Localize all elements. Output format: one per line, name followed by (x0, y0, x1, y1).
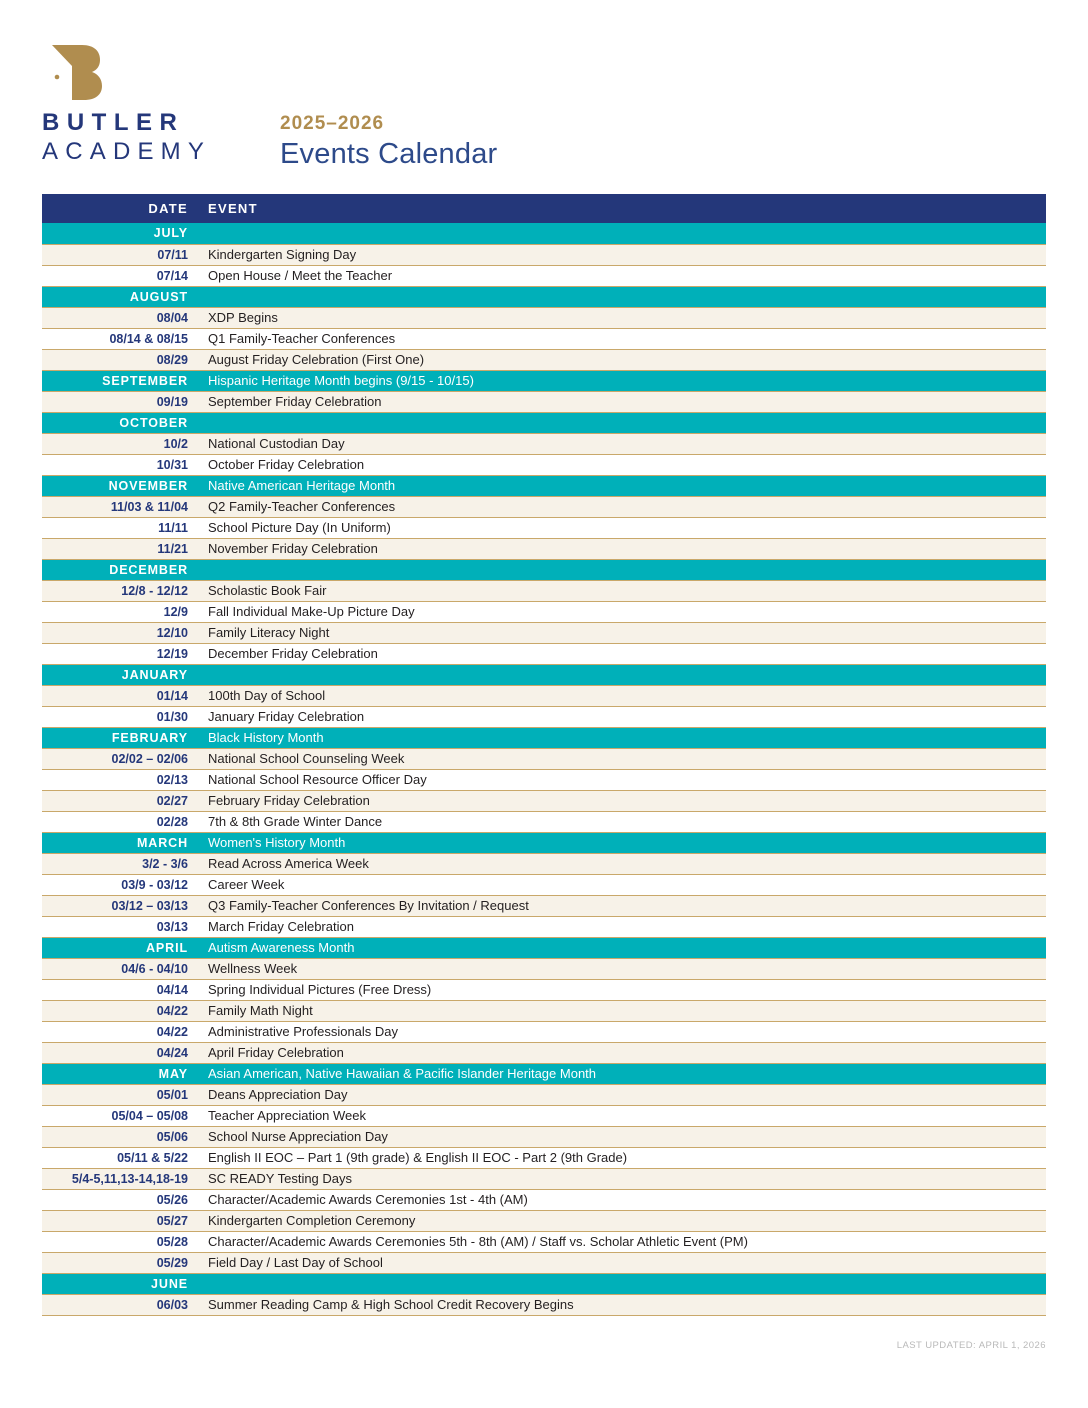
event-name: Read Across America Week (202, 853, 1046, 874)
event-name: Family Literacy Night (202, 622, 1046, 643)
event-date: 02/28 (42, 811, 202, 832)
event-date: 01/30 (42, 706, 202, 727)
table-row (42, 1189, 1046, 1210)
month-observance-note: Black History Month (202, 727, 1046, 748)
column-header-date: DATE (148, 201, 188, 216)
brand-name-line2: ACADEMY (42, 138, 212, 165)
table-row (42, 265, 1046, 286)
event-name: National School Resource Officer Day (202, 769, 1046, 790)
event-date: 11/21 (42, 538, 202, 559)
month-observance-note (202, 664, 1046, 685)
event-date: 03/9 - 03/12 (42, 874, 202, 895)
event-date: 02/13 (42, 769, 202, 790)
event-name: Character/Academic Awards Ceremonies 1st - 4th (AM) (202, 1189, 1046, 1210)
month-header-row (42, 937, 1046, 958)
month-name: DECEMBER (42, 559, 202, 580)
brand-logo (42, 36, 242, 164)
event-name: Family Math Night (202, 1000, 1046, 1021)
event-date: 11/03 & 11/04 (42, 496, 202, 517)
table-row (42, 1021, 1046, 1042)
month-name: FEBRUARY (42, 727, 202, 748)
event-name: Teacher Appreciation Week (202, 1105, 1046, 1126)
table-header-row (42, 194, 1046, 223)
table-row (42, 811, 1046, 832)
event-date: 03/12 – 03/13 (42, 895, 202, 916)
event-name: Kindergarten Completion Ceremony (202, 1210, 1046, 1231)
table-body (42, 223, 1046, 1315)
table-row (42, 748, 1046, 769)
event-name: SC READY Testing Days (202, 1168, 1046, 1189)
event-date: 02/27 (42, 790, 202, 811)
table-row (42, 1105, 1046, 1126)
event-date: 10/31 (42, 454, 202, 475)
event-name: February Friday Celebration (202, 790, 1046, 811)
table-row (42, 622, 1046, 643)
table-row (42, 1168, 1046, 1189)
event-date: 5/4-5,11,13-14,18-19 (42, 1168, 202, 1189)
masthead (42, 36, 1046, 176)
event-name: Q3 Family-Teacher Conferences By Invitation / Request (202, 895, 1046, 916)
event-date: 12/9 (42, 601, 202, 622)
month-observance-note: Asian American, Native Hawaiian & Pacific Islander Heritage Month (202, 1063, 1046, 1084)
event-date: 03/13 (42, 916, 202, 937)
event-name: 100th Day of School (202, 685, 1046, 706)
month-header-row (42, 664, 1046, 685)
table-row (42, 496, 1046, 517)
table-row (42, 643, 1046, 664)
column-header-event: EVENT (208, 201, 258, 216)
table-row (42, 538, 1046, 559)
event-name: Field Day / Last Day of School (202, 1252, 1046, 1273)
event-name: National School Counseling Week (202, 748, 1046, 769)
event-name: December Friday Celebration (202, 643, 1046, 664)
month-name: MARCH (42, 832, 202, 853)
month-header-row (42, 370, 1046, 391)
table-row (42, 958, 1046, 979)
school-year-label: 2025–2026 (280, 113, 385, 134)
table-row (42, 580, 1046, 601)
event-date: 01/14 (42, 685, 202, 706)
table-row (42, 1042, 1046, 1063)
event-date: 12/19 (42, 643, 202, 664)
last-updated-note: LAST UPDATED: APRIL 1, 2026 (896, 1340, 1046, 1351)
event-name: Summer Reading Camp & High School Credit Recovery Begins (202, 1294, 1046, 1315)
table-row (42, 769, 1046, 790)
table-row (42, 895, 1046, 916)
month-header-row (42, 1273, 1046, 1294)
event-date: 10/2 (42, 433, 202, 454)
calendar-title: Events Calendar (280, 137, 498, 170)
month-observance-note (202, 286, 1046, 307)
month-header-row (42, 1063, 1046, 1084)
event-name: November Friday Celebration (202, 538, 1046, 559)
event-name: Deans Appreciation Day (202, 1084, 1046, 1105)
event-date: 07/11 (42, 244, 202, 265)
month-name: APRIL (42, 937, 202, 958)
event-name: April Friday Celebration (202, 1042, 1046, 1063)
table-row (42, 391, 1046, 412)
month-observance-note (202, 1273, 1046, 1294)
event-name: September Friday Celebration (202, 391, 1046, 412)
event-date: 04/24 (42, 1042, 202, 1063)
month-header-row (42, 286, 1046, 307)
event-date: 11/11 (42, 517, 202, 538)
event-name: Q2 Family-Teacher Conferences (202, 496, 1046, 517)
month-header-row (42, 832, 1046, 853)
event-name: Open House / Meet the Teacher (202, 265, 1046, 286)
table-row (42, 1210, 1046, 1231)
month-observance-note: Autism Awareness Month (202, 937, 1046, 958)
event-name: Fall Individual Make-Up Picture Day (202, 601, 1046, 622)
month-name: JUNE (42, 1273, 202, 1294)
event-name: Scholastic Book Fair (202, 580, 1046, 601)
event-date: 07/14 (42, 265, 202, 286)
event-date: 05/06 (42, 1126, 202, 1147)
table-row (42, 454, 1046, 475)
month-observance-note (202, 223, 1046, 244)
month-header-row (42, 727, 1046, 748)
brand-name-line1: BUTLER (42, 109, 185, 136)
event-name: Wellness Week (202, 958, 1046, 979)
event-date: 09/19 (42, 391, 202, 412)
table-row (42, 517, 1046, 538)
event-date: 04/22 (42, 1021, 202, 1042)
event-name: Kindergarten Signing Day (202, 244, 1046, 265)
month-name: JULY (42, 223, 202, 244)
event-date: 02/02 – 02/06 (42, 748, 202, 769)
table-row (42, 1231, 1046, 1252)
table-row (42, 979, 1046, 1000)
event-name: Administrative Professionals Day (202, 1021, 1046, 1042)
event-name: School Picture Day (In Uniform) (202, 517, 1046, 538)
event-date: 3/2 - 3/6 (42, 853, 202, 874)
event-date: 08/29 (42, 349, 202, 370)
table-row (42, 1252, 1046, 1273)
table-row (42, 349, 1046, 370)
month-name: OCTOBER (42, 412, 202, 433)
page-title (280, 114, 497, 171)
event-name: Character/Academic Awards Ceremonies 5th - 8th (AM) / Staff vs. Scholar Athletic Event (PM) (202, 1231, 1046, 1252)
event-date: 05/26 (42, 1189, 202, 1210)
month-observance-note: Native American Heritage Month (202, 475, 1046, 496)
month-observance-note: Women's History Month (202, 832, 1046, 853)
event-date: 12/8 - 12/12 (42, 580, 202, 601)
month-name: NOVEMBER (42, 475, 202, 496)
event-date: 08/14 & 08/15 (42, 328, 202, 349)
event-name: January Friday Celebration (202, 706, 1046, 727)
event-date: 05/27 (42, 1210, 202, 1231)
month-observance-note: Hispanic Heritage Month begins (9/15 - 10/15) (202, 370, 1046, 391)
event-date: 04/22 (42, 1000, 202, 1021)
event-date: 06/03 (42, 1294, 202, 1315)
month-header-row (42, 559, 1046, 580)
events-table (42, 194, 1046, 1316)
month-name: JANUARY (42, 664, 202, 685)
month-observance-note (202, 559, 1046, 580)
event-date: 05/29 (42, 1252, 202, 1273)
table-row (42, 328, 1046, 349)
event-name: School Nurse Appreciation Day (202, 1126, 1046, 1147)
month-header-row (42, 475, 1046, 496)
table-row (42, 1147, 1046, 1168)
table-row (42, 1084, 1046, 1105)
event-name: 7th & 8th Grade Winter Dance (202, 811, 1046, 832)
event-date: 08/04 (42, 307, 202, 328)
table-row (42, 244, 1046, 265)
month-header-row (42, 223, 1046, 244)
month-name: AUGUST (42, 286, 202, 307)
event-name: August Friday Celebration (First One) (202, 349, 1046, 370)
month-name: SEPTEMBER (42, 370, 202, 391)
event-name: XDP Begins (202, 307, 1046, 328)
brand-wordmark (42, 111, 242, 164)
table-row (42, 601, 1046, 622)
event-name: English II EOC – Part 1 (9th grade) & English II EOC - Part 2 (9th Grade) (202, 1147, 1046, 1168)
month-name: MAY (42, 1063, 202, 1084)
event-name: Q1 Family-Teacher Conferences (202, 328, 1046, 349)
table-row (42, 433, 1046, 454)
event-date: 04/14 (42, 979, 202, 1000)
table-row (42, 1000, 1046, 1021)
event-name: March Friday Celebration (202, 916, 1046, 937)
event-date: 12/10 (42, 622, 202, 643)
table-row (42, 685, 1046, 706)
butler-b-logo-icon (42, 36, 104, 102)
table-row (42, 853, 1046, 874)
event-date: 04/6 - 04/10 (42, 958, 202, 979)
event-date: 05/04 – 05/08 (42, 1105, 202, 1126)
table-row (42, 1126, 1046, 1147)
event-name: Career Week (202, 874, 1046, 895)
table-row (42, 916, 1046, 937)
month-header-row (42, 412, 1046, 433)
event-date: 05/28 (42, 1231, 202, 1252)
event-date: 05/01 (42, 1084, 202, 1105)
event-name: Spring Individual Pictures (Free Dress) (202, 979, 1046, 1000)
event-name: October Friday Celebration (202, 454, 1046, 475)
table-row (42, 790, 1046, 811)
event-date: 05/11 & 5/22 (42, 1147, 202, 1168)
table-row (42, 874, 1046, 895)
month-observance-note (202, 412, 1046, 433)
table-row (42, 1294, 1046, 1315)
table-row (42, 307, 1046, 328)
event-name: National Custodian Day (202, 433, 1046, 454)
table-row (42, 706, 1046, 727)
